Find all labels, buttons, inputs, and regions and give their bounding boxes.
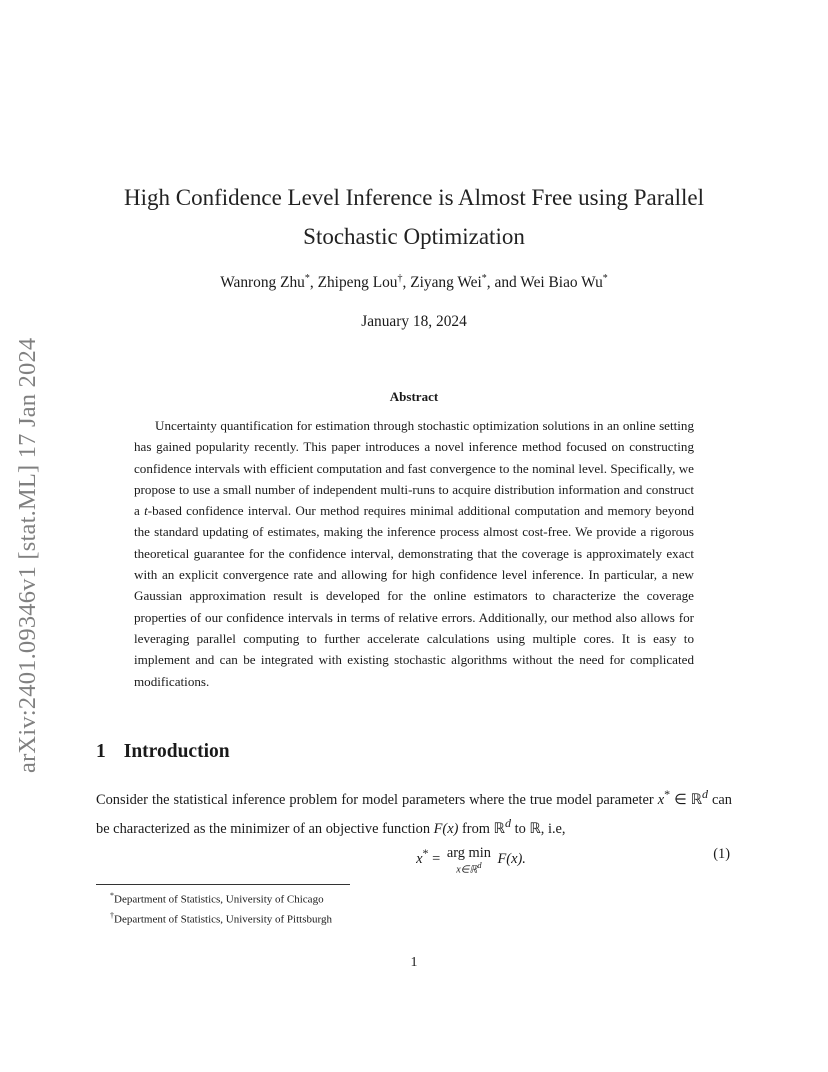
section-number: 1 (96, 741, 106, 762)
eq-rhs: F(x). (493, 850, 526, 867)
author-separator: , (402, 274, 411, 292)
section-title: Introduction (123, 741, 230, 762)
footnote (110, 888, 610, 908)
math-d: d (702, 787, 709, 801)
title-line-1: High Confidence Level Inference is Almost Free using Parallel (124, 185, 704, 210)
arxiv-identifier: arXiv:2401.09346v1 [stat.ML] 17 Jan 2024 (14, 337, 41, 773)
author-list (110, 273, 718, 292)
footnote-text: Department of Statistics, University of Chicago (114, 893, 324, 906)
t-symbol: t (144, 503, 148, 519)
title-line-2: Stochastic Optimization (303, 224, 525, 249)
author-separator: , and (486, 274, 521, 292)
math-star: * (664, 787, 671, 801)
page-number: 1 (410, 955, 418, 970)
author-affiliation-mark: * (304, 273, 310, 284)
intro-text: can be characterized as the minimizer of an objective function (96, 791, 732, 838)
author-affiliation-mark: † (397, 273, 403, 284)
author-affiliation-mark: * (481, 273, 487, 284)
paper-title (110, 178, 718, 256)
math-fx: F(x) (433, 821, 459, 838)
intro-text: from ℝ (458, 821, 505, 838)
abstract-text (134, 415, 694, 692)
argmin-subscript-d: d (477, 861, 482, 870)
footnote-mark: † (110, 910, 114, 920)
math-d: d (504, 816, 511, 831)
intro-text: to ℝ, i.e, (510, 821, 566, 838)
math-x: x (657, 791, 665, 808)
footnote-mark: * (110, 891, 114, 900)
eq-lhs-star: * (422, 846, 429, 860)
footnotes (110, 888, 610, 927)
intro-paragraph (96, 783, 732, 842)
abstract-heading: Abstract (389, 389, 439, 404)
footnote-text: Department of Statistics, University of Pittsburgh (114, 913, 332, 926)
abstract-part-2: -based confidence interval. Our method requires minimal additional computation and memory beyond the standard updating of estimates, making the inference process almost cost-free. We provide a rigorous theoretical guarantee for the confidence interval, demonstrating that the coverage is approximately exact with an explicit convergence rate and allowing for high confidence level inference. In particular, a new Gaussian approximation result is developed for the online estimators to characterize the coverage properties of our confidence intervals in terms of relative errors. Additionally, our method also allows for leveraging parallel computing to further accelerate calculations using multiple cores. It is easy to implement and can be integrated with existing stochastic algorithms without the need for complicated modifications. (134, 503, 694, 689)
argmin-subscript-text: x∈ℝ (456, 864, 478, 876)
author-separator: , (309, 274, 318, 292)
footnote (110, 908, 610, 928)
argmin-subscript (447, 860, 491, 876)
equation-number: (1) (713, 846, 730, 862)
author-affiliation-mark: * (602, 273, 608, 284)
footnote-divider (96, 884, 350, 885)
author-name: Ziyang Wei (410, 274, 482, 292)
intro-text: Consider the statistical inference problem for model parameters where the true model parameter (96, 791, 658, 808)
equation-1 (96, 846, 732, 882)
author-name: Wanrong Zhu (220, 274, 305, 292)
eq-lhs-x: x (416, 850, 423, 867)
author-name: Zhipeng Lou (317, 274, 398, 292)
abstract-part-1: Uncertainty quantification for estimation through stochastic optimization solutions in an online setting has gained popularity recently. This paper introduces a novel inference method focused on constructing confidence intervals with efficient computation and fast convergence to the nominal level. Specifically, we propose to use a small number of independent multi-runs to acquire distribution information and construct a (134, 418, 694, 519)
section-heading (96, 741, 230, 763)
argmin-label: arg min (446, 845, 491, 861)
equation-body (351, 846, 591, 876)
publication-date: January 18, 2024 (361, 313, 467, 330)
math-in-r: ∈ ℝ (670, 791, 703, 808)
argmin-operator (447, 846, 491, 876)
author-name: Wei Biao Wu (520, 274, 603, 292)
eq-equals: = (428, 850, 444, 867)
